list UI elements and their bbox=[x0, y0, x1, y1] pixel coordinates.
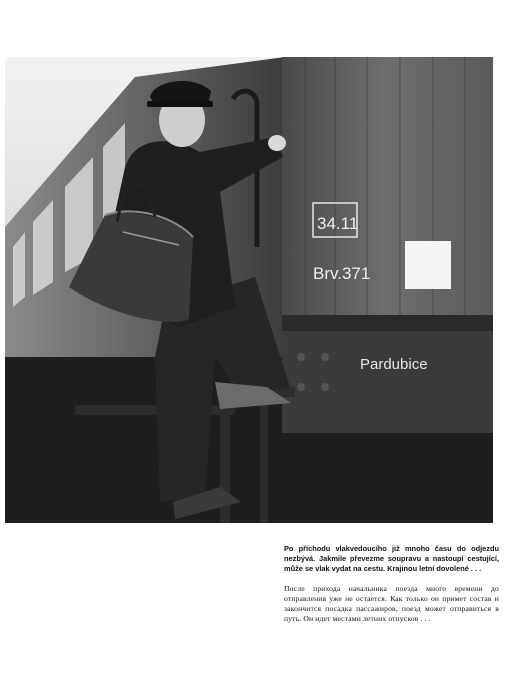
caption-russian: После прихода начальника поезда много времени до отправления уже не остается. Как только он примет состав и закончится посадка пассажиров, поезд может отправиться в путь. Он идет местами летних отпусков . . . bbox=[284, 584, 499, 623]
wagon-paper-label bbox=[405, 241, 451, 289]
wagon-number-top: 34.11 bbox=[317, 214, 359, 233]
caption bbox=[284, 544, 499, 624]
wagon-number-bottom: Brv.371 bbox=[313, 264, 371, 283]
caption-czech: Po příchodu vlakvedoucího již mnoho času do odjezdu nezbývá. Jakmile převezme soupravu a nastoupí cestující, může se vlak vydat na cestu. Krajinou letní dovolené . . . bbox=[284, 544, 499, 573]
wagon-station-lettering: Pardubice bbox=[360, 356, 428, 373]
photograph bbox=[5, 57, 493, 523]
